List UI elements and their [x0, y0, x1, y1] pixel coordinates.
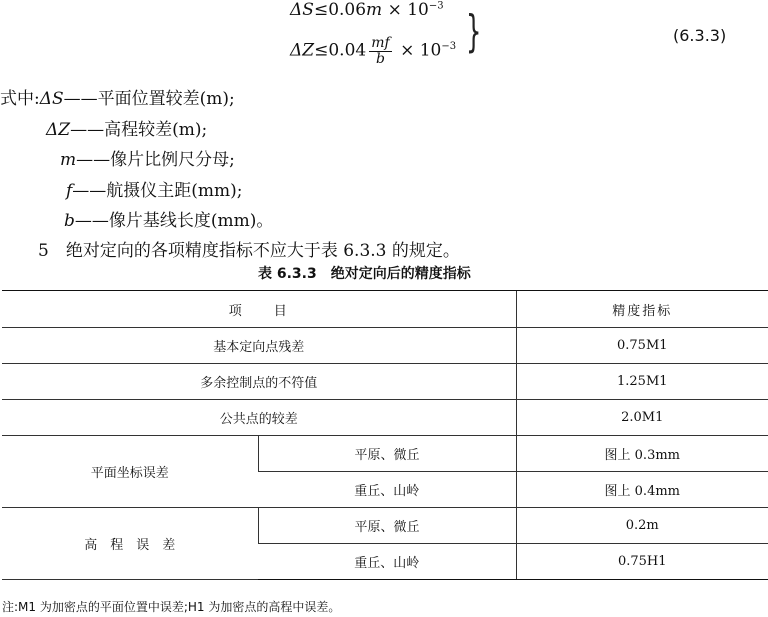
header-item: 项 目: [2, 291, 516, 328]
table-row: [2, 364, 768, 400]
table-row: [2, 400, 768, 436]
table-title: 表 6.3.3 绝对定向后的精度指标: [258, 266, 471, 282]
cell-value: 0.75M1: [516, 328, 768, 364]
definition-row: ΔZ——高程较差(m);: [46, 120, 208, 140]
table-note: 注:M1 为加密点的平面位置中误差;H1 为加密点的高程中误差。: [2, 600, 341, 614]
cell-value: 图上 0.4mm: [516, 472, 768, 508]
cell-item: 基本定向点残差: [2, 328, 516, 364]
cell-item: 多余控制点的不符值: [2, 364, 516, 400]
table-row: [2, 508, 768, 544]
cell-value: 0.2m: [516, 508, 768, 544]
cell-group-label: 平面坐标误差: [2, 436, 258, 508]
clause-text: 5 绝对定向的各项精度指标不应大于表 6.3.3 的规定。: [38, 241, 460, 261]
cell-value: 0.75H1: [516, 544, 768, 580]
cell-value: 1.25M1: [516, 364, 768, 400]
cell-item: 公共点的较差: [2, 400, 516, 436]
header-precision: 精度指标: [516, 291, 768, 328]
cell-terrain: 平原、微丘: [258, 508, 516, 544]
precision-table: [2, 290, 768, 580]
cell-terrain: 重丘、山岭: [258, 472, 516, 508]
table-row: [2, 436, 768, 472]
cell-group-label: 高 程 误 差: [2, 508, 258, 580]
equation-1: $\Delta S\le 0.06m \times 10^{-3}$: [290, 0, 444, 20]
definition-row: f——航摄仪主距(mm);: [66, 181, 243, 201]
definition-row: 式中:ΔS——平面位置较差(m);: [0, 89, 235, 109]
cell-terrain: 重丘、山岭: [258, 544, 516, 580]
table-row: [2, 328, 768, 364]
definition-row: b——像片基线长度(mm)。: [64, 211, 274, 231]
cell-value: 2.0M1: [516, 400, 768, 436]
brace-icon: }: [466, 6, 482, 57]
fraction: $\frac{mf}{b}$: [371, 35, 390, 67]
equation-number: (6.3.3): [673, 26, 727, 45]
definition-row: m——像片比例尺分母;: [60, 150, 235, 170]
table-header-row: [2, 291, 768, 328]
cell-terrain: 平原、微丘: [258, 436, 516, 472]
definition-lead: 式中:: [0, 89, 40, 109]
equation-2: ΔZ≤0.04 $\frac{mf}{b}$ × $10^{-3}$: [290, 35, 457, 67]
cell-value: 图上 0.3mm: [516, 436, 768, 472]
